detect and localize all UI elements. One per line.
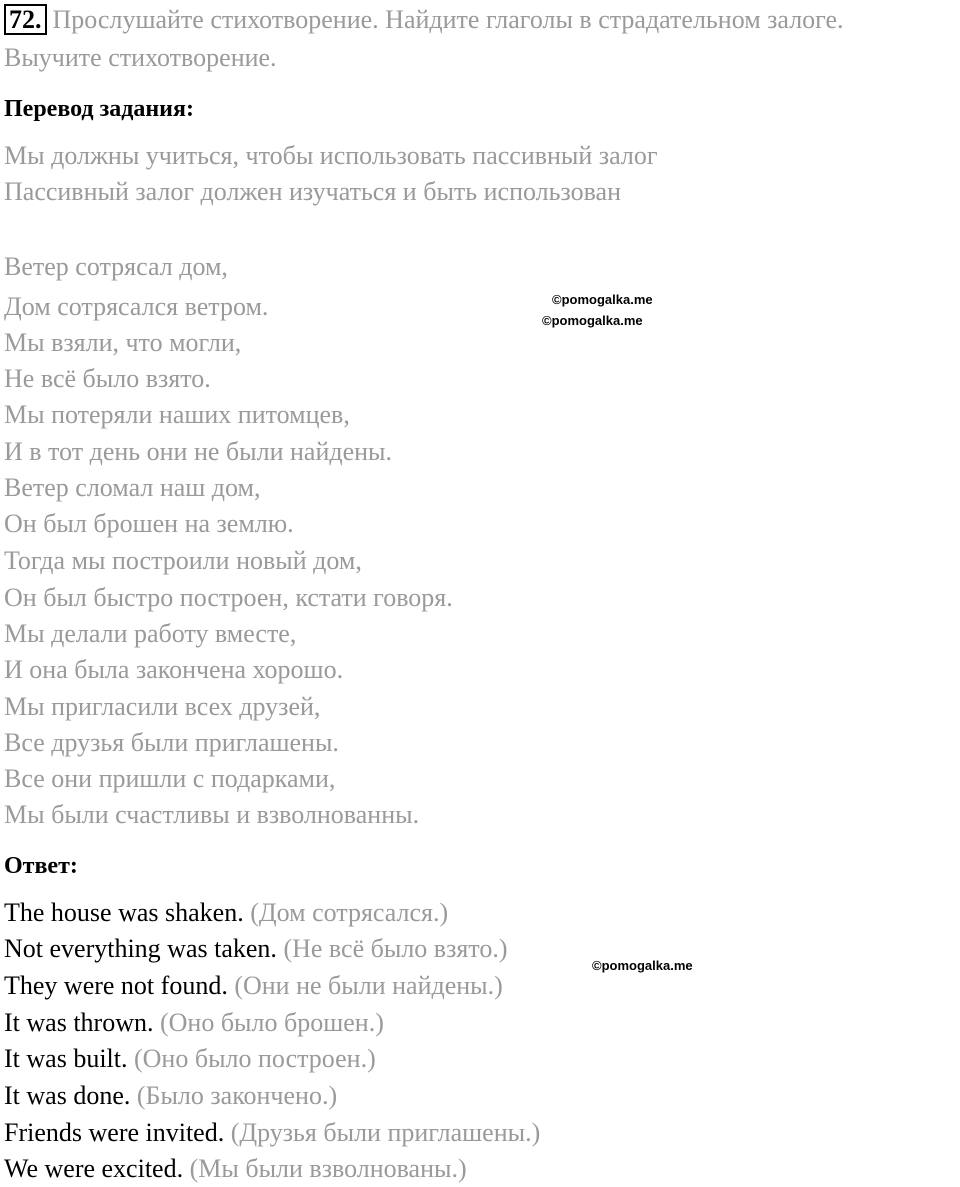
poem-line: Все друзья были приглашены. — [4, 728, 339, 757]
translation-intro-line: Мы должны учиться, чтобы использовать пассивный залог — [4, 141, 658, 170]
poem-line: И в тот день они не были найдены. — [4, 437, 393, 466]
poem-line: Мы взяли, что могли, — [4, 328, 242, 357]
poem-line: Не всё было взято. — [4, 364, 211, 393]
poem-line: Ветер сотрясал дом, — [4, 252, 228, 281]
poem-line: Тогда мы построили новый дом, — [4, 546, 362, 575]
poem-line: Мы пригласили всех друзей, — [4, 692, 321, 721]
answer-russian: (Мы были взволнованы.) — [189, 1154, 467, 1183]
task-number: 72. — [4, 4, 47, 35]
poem-line: Ветер сломал наш дом, — [4, 473, 261, 502]
answer-heading: Ответ: — [4, 853, 78, 879]
answer-english: It was thrown. — [4, 1008, 154, 1037]
poem-line: Мы делали работу вместе, — [4, 619, 297, 648]
answer-item — [4, 1044, 376, 1074]
answer-item — [4, 1154, 467, 1184]
task-line-2: Выучите стихотворение. — [4, 43, 277, 72]
answer-russian: (Оно было брошен.) — [159, 1008, 384, 1037]
answer-english: The house was shaken. — [4, 898, 244, 927]
poem-line: Он был брошен на землю. — [4, 509, 294, 538]
answer-english: We were excited. — [4, 1154, 184, 1183]
poem-line: Мы были счастливы и взволнованны. — [4, 800, 420, 829]
answer-english: It was built. — [4, 1044, 128, 1073]
answer-item — [4, 1081, 337, 1111]
answer-english: Friends were invited. — [4, 1118, 225, 1147]
answer-russian: (Не всё было взято.) — [283, 934, 508, 963]
answer-item — [4, 934, 507, 964]
answer-english: They were not found. — [4, 971, 228, 1000]
answer-english: It was done. — [4, 1081, 131, 1110]
answer-russian: (Оно было построен.) — [134, 1044, 376, 1073]
task-instruction: Прослушайте стихотворение. Найдите глаголы в страдательном залоге. — [52, 5, 844, 34]
translation-heading: Перевод задания: — [4, 96, 194, 122]
answer-english: Not everything was taken. — [4, 934, 277, 963]
poem-line: Дом сотрясался ветром. — [4, 292, 269, 321]
watermark: ©pomogalka.me — [592, 958, 693, 973]
poem-line: Мы потеряли наших питомцев, — [4, 400, 350, 429]
answer-russian: (Было закончено.) — [136, 1081, 338, 1110]
translation-intro-line: Пассивный залог должен изучаться и быть использован — [4, 177, 621, 206]
poem-line: Он был быстро построен, кстати говоря. — [4, 583, 453, 612]
watermark: ©pomogalka.me — [542, 313, 643, 328]
answer-item — [4, 971, 503, 1001]
answer-russian: (Дом сотрясался.) — [250, 898, 449, 927]
watermark: ©pomogalka.me — [552, 292, 653, 307]
answer-item — [4, 898, 448, 928]
answer-russian: (Они не были найдены.) — [234, 971, 503, 1000]
answer-item — [4, 1118, 540, 1148]
answer-russian: (Друзья были приглашены.) — [230, 1118, 541, 1147]
answer-item — [4, 1008, 384, 1038]
poem-line: И она была закончена хорошо. — [4, 655, 344, 684]
poem-line: Все они пришли с подарками, — [4, 764, 336, 793]
task-line-1 — [4, 4, 844, 35]
